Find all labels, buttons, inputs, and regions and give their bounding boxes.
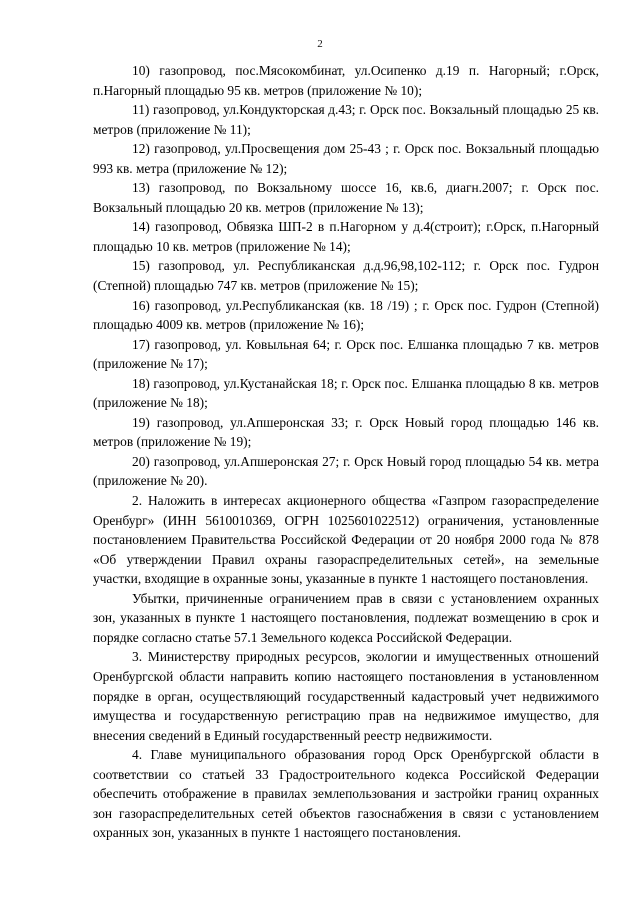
list-item-16: 16) газопровод, ул.Республиканская (кв. 18 /19) ; г. Орск пос. Гудрон (Степной) площадью 4009 кв. метров (приложение № 16); [93, 297, 599, 333]
list-item-17: 17) газопровод, ул. Ковыльная 64; г. Орск пос. Елшанка площадью 7 кв. метров (приложение № 17); [93, 336, 599, 372]
list-item-10: 10) газопровод, пос.Мясокомбинат, ул.Осипенко д.19 п. Нагорный; г.Орск, п.Нагорный площадью 95 кв. метров (приложение № 10); [93, 63, 599, 98]
list-item-19: 19) газопровод, ул.Апшеронская 33; г. Орск Новый город площадью 146 кв. метров (приложение № 19); [93, 414, 599, 450]
list-item-11: 11) газопровод, ул.Кондукторская д.43; г. Орск пос. Вокзальный площадью 25 кв. метров (приложение № 11); [93, 102, 599, 137]
list-item-14: 14) газопровод, Обвязка ШП-2 в п.Нагорном у д.4(строит); г.Орск, п.Нагорный площадью 10 кв. метров (приложение № 14); [93, 219, 599, 254]
page-number: 2 [317, 38, 323, 50]
clause-2-losses: Убытки, причиненные ограничением прав в связи с установлением охранных зон, указанных в пункте 1 настоящего постановления, подлежат возмещению в срок и порядке согласно статье 57.1 Земельного кодекса Российской Федерации. [93, 590, 599, 645]
list-item-13: 13) газопровод, по Вокзальному шоссе 16, кв.6, диагн.2007; г. Орск пос. Вокзальный площадью 20 кв. метров (приложение № 13); [93, 180, 599, 215]
clause-3-ministry: 3. Министерству природных ресурсов, экологии и имущественных отношений Оренбургской области направить копию настоящего постановления в установленном порядке в орган, осуществляющий государственный кадастровый учет недвижимого имущества и государственную регистрацию прав на недвижимое имущество, для внесения сведений в Единый государственный реестр недвижимости. [93, 649, 599, 743]
list-item-20: 20) газопровод, ул.Апшеронская 27; г. Орск Новый город площадью 54 кв. метра (приложение № 20). [93, 453, 599, 489]
list-item-15: 15) газопровод, ул. Республиканская д.д.96,98,102-112; г. Орск пос. Гудрон (Степной) площадью 747 кв. метров (приложение № 15); [93, 258, 599, 294]
list-item-18: 18) газопровод, ул.Кустанайская 18; г. Орск пос. Елшанка площадью 8 кв. метров (приложение № 18); [93, 375, 599, 411]
clause-4-municipality: 4. Главе муниципального образования город Орск Оренбургской области в соответствии со статьей 33 Градостроительного кодекса Российской Федерации обеспечить отображение в правилах землепользования и застройки границ охранных зон газораспределительных сетей объектов газоснабжения в связи с установлением охранных зон, указанных в пункте 1 настоящего постановления. [93, 747, 599, 841]
document-body [93, 61, 599, 843]
list-item-12: 12) газопровод, ул.Просвещения дом 25-43 ; г. Орск пос. Вокзальный площадью 993 кв. метра (приложение № 12); [93, 141, 599, 176]
clause-2-restrictions: 2. Наложить в интересах акционерного общества «Газпром газораспределение Оренбург» (ИНН 5610010369, ОГРН 1025601022512) ограничения, установленные постановлением Правительства Российской Федерации от 20 ноября 2000 года № 878 «Об утверждении Правил охраны газораспределительных сетей», на земельные участки, входящие в охранные зоны, указанные в пункте 1 настоящего постановления. [93, 493, 599, 587]
